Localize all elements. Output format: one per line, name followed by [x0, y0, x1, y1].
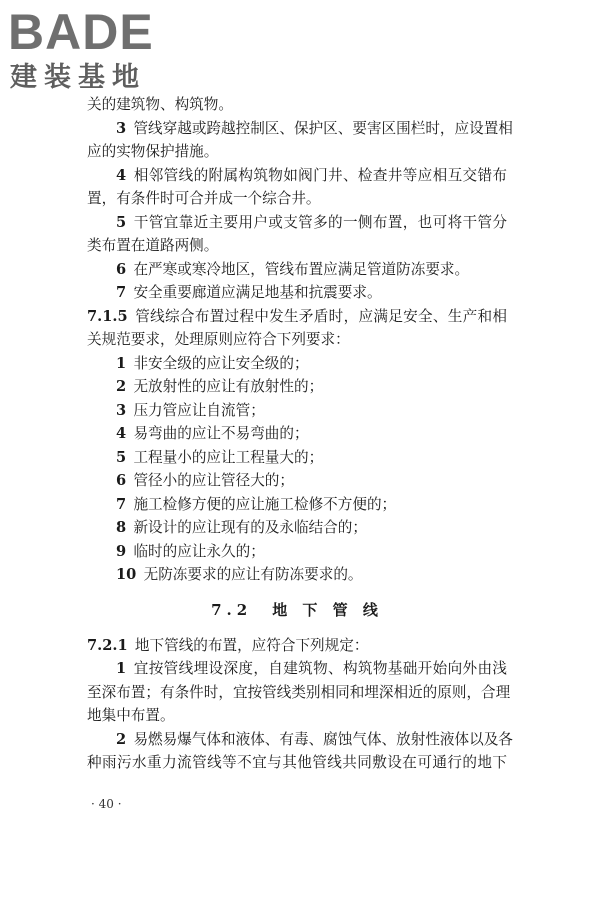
clause-number: 10	[116, 566, 137, 583]
text-line	[87, 328, 507, 352]
clause-text: 关规范要求，处理原则应符合下列要求：	[87, 331, 350, 348]
clause-text: 干管宜靠近主要用户或支管多的一侧布置，也可将干管分	[133, 213, 507, 231]
clause-text: 应的实物保护措施。	[87, 143, 219, 160]
text-line	[87, 375, 507, 399]
clause-number: 1	[116, 354, 127, 372]
text-line	[87, 516, 507, 540]
clause-text: 新设计的应让现有的及永临结合的；	[133, 519, 367, 536]
text-line	[87, 728, 513, 752]
text-line	[87, 140, 507, 164]
text-line	[87, 352, 507, 376]
text-line	[87, 493, 507, 517]
clause-text: 地集中布置。	[87, 707, 175, 724]
clause-text: 非安全级的应让安全级的；	[133, 354, 309, 372]
text-line	[87, 563, 507, 587]
text-line	[87, 751, 507, 775]
text-line	[87, 187, 507, 211]
clause-text: 至深布置；有条件时，宜按管线类别相同和埋深相近的原则，合理	[87, 683, 511, 701]
clause-text: 压力管应让自流管；	[133, 401, 265, 419]
clause-text: 易弯曲的应让不易弯曲的；	[133, 425, 309, 442]
clause-text: 种雨污水重力流管线等不宜与其他管线共同敷设在可通行的地下	[87, 754, 507, 771]
clause-text: 无放射性的应让有放射性的；	[133, 378, 324, 395]
clause-number: 6	[116, 472, 127, 489]
clause-text: 宜按管线埋设深度，自建筑物、构筑物基础开始向外由浅	[133, 660, 507, 677]
clause-number: 1	[116, 660, 127, 677]
text-line	[87, 657, 507, 681]
text-line	[87, 540, 507, 564]
clause-number: 3	[116, 119, 127, 137]
text-line	[87, 93, 507, 117]
clause-number: 7	[116, 284, 127, 301]
text-line	[87, 704, 507, 728]
clause-number: 3	[116, 401, 127, 419]
logo-chinese-name: 建装基地	[10, 62, 146, 93]
clause-text: 管线穿越或跨越控制区、保护区、要害区围栏时，应设置相	[133, 119, 513, 137]
clause-text: 施工检修方便的应让施工检修不方便的；	[133, 495, 397, 513]
logo-wordmark: BADE	[8, 4, 154, 60]
text-line	[87, 234, 507, 258]
text-line	[87, 469, 507, 493]
text-line	[87, 681, 511, 705]
clause-number: 2	[116, 730, 127, 748]
clause-number: 7	[116, 495, 127, 513]
clause-text: 管径小的应让管径大的；	[133, 472, 294, 489]
clause-number: 4	[116, 166, 127, 184]
page-number: · 40 ·	[91, 797, 122, 811]
text-line	[87, 305, 507, 329]
text-line	[87, 281, 507, 305]
clause-text: 置，有条件时可合并成一个综合井。	[87, 190, 321, 207]
clause-text: 工程量小的应让工程量大的；	[133, 448, 324, 466]
clause-text: 无防冻要求的应让有防冻要求的。	[143, 566, 363, 583]
text-line	[87, 211, 507, 235]
clause-number: 4	[116, 425, 127, 442]
text-line	[87, 422, 507, 446]
text-line	[87, 634, 507, 658]
clause-text: 在严寒或寒冷地区，管线布置应满足管道防冻要求。	[133, 260, 470, 278]
clause-7-1-list	[87, 93, 513, 587]
text-line	[87, 446, 507, 470]
clause-7-2-list	[87, 634, 513, 775]
clause-text: 相邻管线的附属构筑物如阀门井、检查井等应相互交错布	[133, 166, 507, 184]
section-heading: 7.2 地 下 管 线	[211, 600, 383, 619]
clause-number: 7.1.5	[87, 307, 128, 325]
clause-text: 管线综合布置过程中发生矛盾时，应满足安全、生产和相	[134, 307, 507, 325]
clause-number: 7.2.1	[87, 636, 128, 654]
text-line	[87, 117, 513, 141]
clause-number: 5	[116, 448, 127, 466]
clause-text: 类布置在道路两侧。	[87, 237, 219, 254]
clause-number: 9	[116, 542, 127, 560]
clause-text: 安全重要廊道应满足地基和抗震要求。	[133, 284, 382, 301]
document-body	[87, 93, 513, 775]
clause-number: 2	[116, 378, 127, 395]
clause-text: 地下管线的布置，应符合下列规定：	[134, 636, 369, 654]
clause-text: 关的建筑物、构筑物。	[87, 96, 233, 113]
clause-text: 易燃易爆气体和液体、有毒、腐蚀气体、放射性液体以及各	[133, 730, 513, 748]
clause-number: 5	[116, 213, 127, 231]
text-line	[87, 164, 507, 188]
text-line	[87, 399, 507, 423]
clause-number: 6	[116, 260, 127, 278]
bade-logo	[8, 4, 178, 96]
text-line	[87, 258, 507, 282]
clause-number: 8	[116, 519, 127, 536]
clause-text: 临时的应让永久的；	[133, 542, 265, 560]
